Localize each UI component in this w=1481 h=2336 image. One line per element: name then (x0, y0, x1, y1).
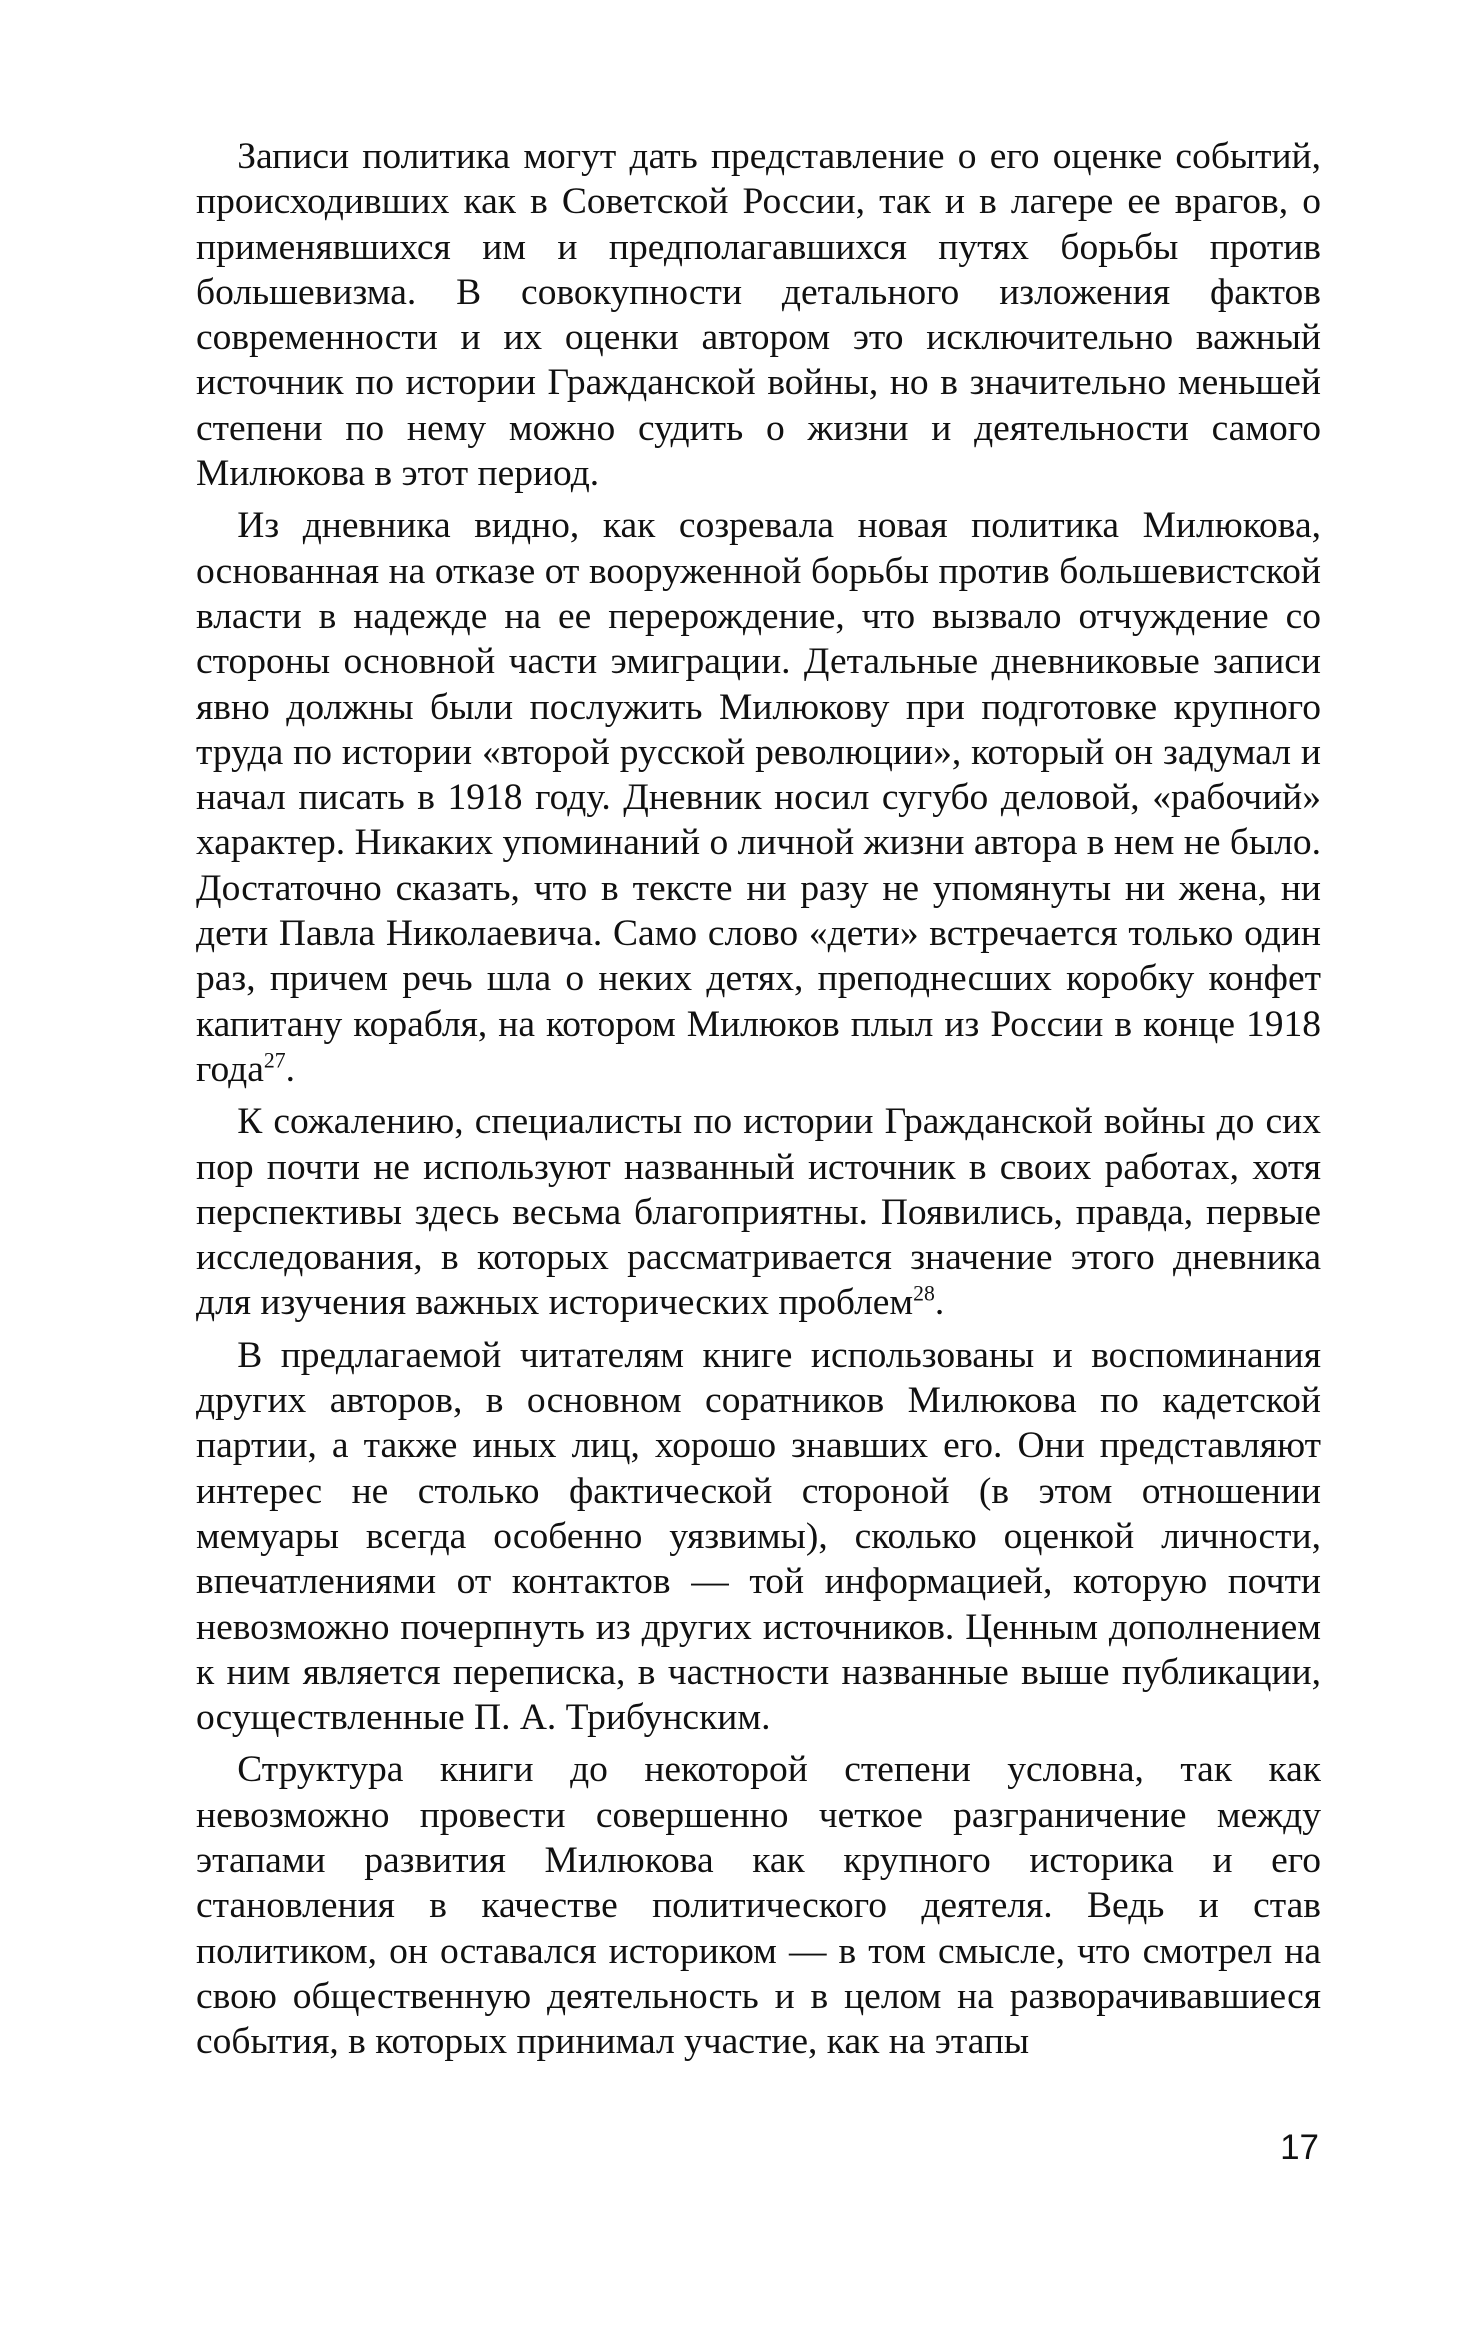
paragraph-4 (196, 1333, 1321, 1741)
paragraph-3-tail: . (934, 1282, 945, 1324)
paragraph-2-text: Из дневника видно, как созревала новая политика Милюкова, основанная на отказе от вооруженной борьбы против большевистской власти в надежде на ее перерождение, что вызвало отчуждение со стороны основной части эмиграции. Детальные дневниковые записи явно должны были послужить Милюкову при подготовке крупного труда по истории «второй русской революции», который он задумал и начал писать в 1918 году. Дневник носил сугубо деловой, «рабочий» характер. Никаких упоминаний о личной жизни автора в нем не было. Достаточно сказать, что в тексте ни разу не упомянуты ни жена, ни дети Павла Николаевича. Само слово «дети» встречается только один раз, причем речь шла о неких детях, преподнесших коробку конфет капитану корабля, на котором Милюков плыл из России в конце 1918 года (196, 505, 1321, 1090)
paragraph-2 (196, 503, 1321, 1092)
paragraph-2-tail: . (285, 1048, 295, 1090)
footnote-ref-27: 27 (263, 1048, 286, 1073)
body-text (196, 134, 1321, 2071)
footnote-ref-28: 28 (913, 1281, 935, 1306)
page-number: 17 (1280, 2128, 1319, 2167)
paragraph-1 (196, 134, 1321, 496)
paragraph-1-text: Записи политика могут дать представление о его оценке событий, происходивших как в Советской России, так и в лагере ее врагов, о применявшихся им и предполагавшихся путях борьбы против большевизма. В совокупности детального изложения фактов современности и их оценки автором это исключительно важный источник по истории Гражданской войны, но в значительно меньшей степени по нему можно судить о жизни и деятельности самого Милюкова в этот период. (196, 136, 1321, 495)
paragraph-5 (196, 1747, 1321, 2064)
paragraph-3-text: К сожалению, специалисты по истории Гражданской войны до сих пор почти не используют названный источник в своих работах, хотя перспективы здесь весьма благоприятны. Появились, правда, первые исследования, в которых рассматривается значение этого дневника для изучения важных исторических проблем (196, 1101, 1321, 1324)
paragraph-3 (196, 1099, 1321, 1325)
paragraph-4-text: В предлагаемой читателям книге использованы и воспоминания других авторов, в основном соратников Милюкова по кадетской партии, а также иных лиц, хорошо знавших его. Они представляют интерес не столько фактической стороной (в этом отношении мемуары всегда особенно уязвимы), сколько оценкой личности, впечатлениями от контактов — той информацией, которую почти невозможно почерпнуть из других источников. Ценным дополнением к ним является переписка, в частности названные выше публикации, осуществленные П. А. Трибунским. (196, 1334, 1321, 1739)
paragraph-5-text: Структура книги до некоторой степени условна, так как невозможно провести совершенно четкое разграничение между этапами развития Милюкова как крупного историка и его становления в качестве политического деятеля. Ведь и став политиком, он оставался историком — в том смысле, что смотрел на свою общественную деятельность и в целом на разворачивавшиеся события, в которых принимал участие, как на этапы (196, 1749, 1321, 2063)
